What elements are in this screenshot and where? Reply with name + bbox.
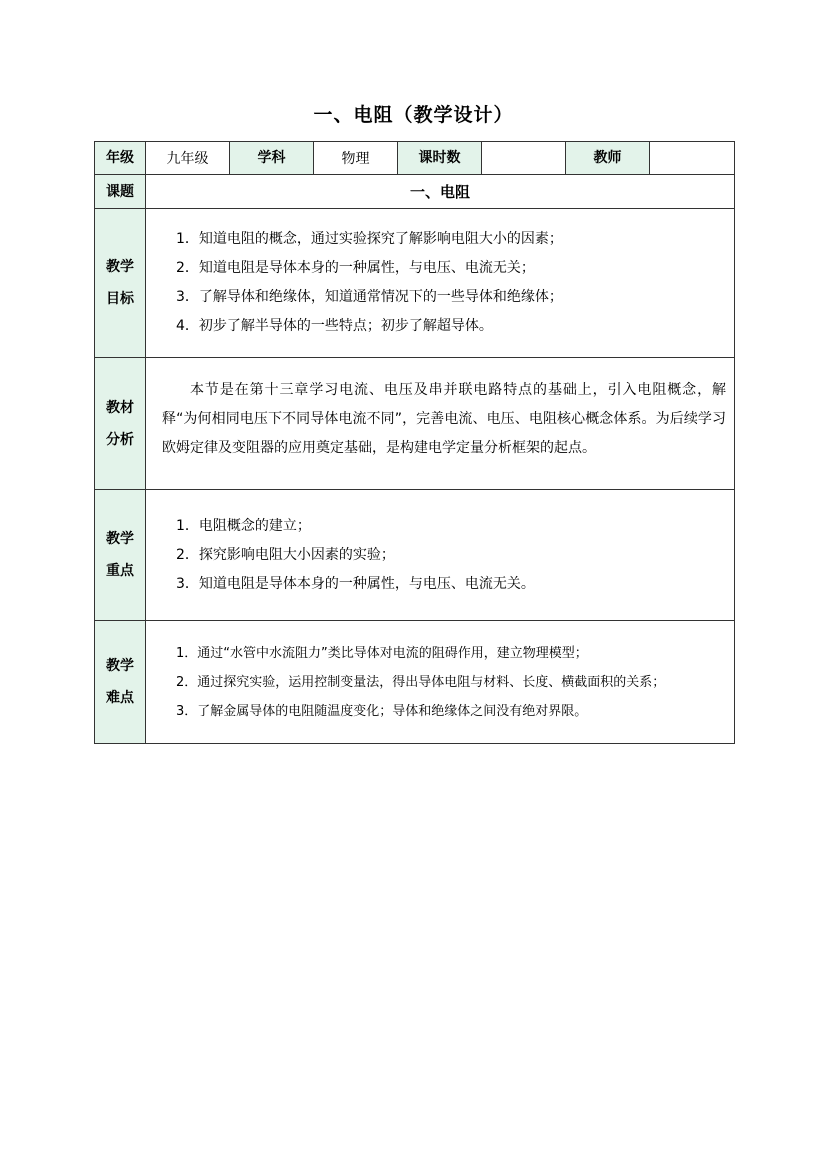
objective-item: 4．初步了解半导体的一些特点；初步了解超导体。 [176, 318, 493, 334]
grade-value: 九年级 [146, 142, 230, 175]
key-point-item: 2．探究影响电阻大小因素的实验； [176, 546, 395, 563]
grade-label: 年级 [95, 142, 146, 175]
difficulties-label-line1: 教学 [106, 658, 134, 674]
difficulty-item: 2．通过探究实验，运用控制变量法，得出导体电阻与材料、长度、横截面积的关系； [176, 674, 666, 690]
topic-label: 课题 [95, 175, 146, 209]
key-point-item: 3．知道电阻是导体本身的一种属性，与电压、电流无关。 [176, 575, 535, 592]
analysis-label [95, 358, 146, 490]
header-row [95, 142, 735, 175]
difficulties-content [146, 621, 735, 744]
difficulty-item: 3．了解金属导体的电阻随温度变化；导体和绝缘体之间没有绝对界限。 [176, 703, 588, 719]
teacher-value [650, 142, 735, 175]
subject-label: 学科 [230, 142, 314, 175]
key-points-label-line1: 教学 [106, 531, 134, 547]
document-title: 一、电阻（教学设计） [313, 104, 514, 126]
objectives-label-line1: 教学 [106, 259, 134, 275]
class-hours-label: 课时数 [398, 142, 482, 175]
objective-item: 3．了解导体和绝缘体，知道通常情况下的一些导体和绝缘体； [176, 289, 563, 305]
objectives-row [95, 209, 735, 358]
topic-row [95, 175, 735, 209]
difficulties-label-line2: 难点 [106, 690, 134, 706]
key-points-row [95, 490, 735, 621]
analysis-text: 本节是在第十三章学习电流、电压及串并联电路特点的基础上，引入电阻概念，解释“为何相同电压下不同导体电流不同”，完善电流、电压、电阻核心概念体系。为后续学习欧姆定律及变阻器的应用奠定基础，是构建电学定量分析框架的起点。 [146, 358, 735, 490]
key-points-content [146, 490, 735, 621]
objectives-label-line2: 目标 [106, 291, 134, 307]
subject-value: 物理 [314, 142, 398, 175]
difficulty-item: 1．通过“水管中水流阻力”类比导体对电流的阻碍作用，建立物理模型； [176, 645, 588, 661]
analysis-label-line2: 分析 [106, 431, 134, 448]
objective-item: 2．知道电阻是导体本身的一种属性，与电压、电流无关； [176, 260, 535, 276]
difficulties-label [95, 621, 146, 744]
difficulties-row [95, 621, 735, 744]
key-points-label-line2: 重点 [106, 563, 134, 579]
key-point-item: 1．电阻概念的建立； [176, 517, 311, 534]
objective-item: 1．知道电阻的概念，通过实验探究了解影响电阻大小的因素； [176, 231, 563, 247]
lesson-plan-table [94, 141, 735, 744]
class-hours-value [482, 142, 566, 175]
key-points-label [95, 490, 146, 621]
objectives-label [95, 209, 146, 358]
topic-value: 一、电阻 [146, 175, 735, 209]
objectives-content [146, 209, 735, 358]
analysis-label-line1: 教材 [106, 399, 134, 416]
analysis-row [95, 358, 735, 490]
teacher-label: 教师 [566, 142, 650, 175]
